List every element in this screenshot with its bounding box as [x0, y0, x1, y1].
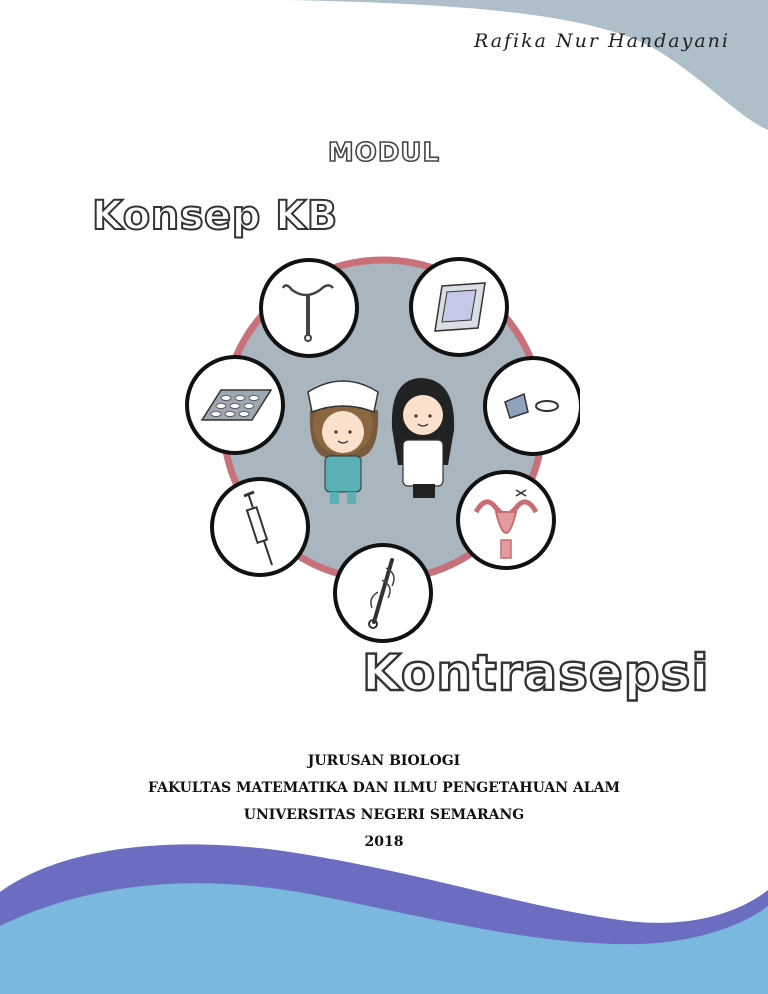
contraception-illustration — [180, 250, 580, 650]
title-konsep-kb: Konsep KB — [92, 193, 338, 239]
title-kontrasepsi: Kontrasepsi — [362, 644, 710, 702]
author-name: Rafika Nur Handayani — [473, 30, 730, 52]
publication-year: 2018 — [364, 834, 404, 850]
bottom-wave-decoration — [0, 834, 768, 994]
modul-label: MODUL — [327, 138, 441, 168]
iud-icon — [261, 260, 357, 356]
patch-icon — [411, 259, 507, 355]
pill-pack-icon — [187, 357, 283, 453]
syringe-icon — [212, 479, 308, 575]
university-name: UNIVERSITAS NEGERI SEMARANG — [243, 807, 525, 823]
department-name: JURUSAN BIOLOGI — [307, 753, 461, 769]
implant-icon — [335, 545, 431, 641]
tubectomy-icon — [458, 472, 554, 568]
condom-icon — [485, 358, 580, 454]
faculty-name: FAKULTAS MATEMATIKA DAN ILMU PENGETAHUAN ALAM — [147, 780, 621, 796]
